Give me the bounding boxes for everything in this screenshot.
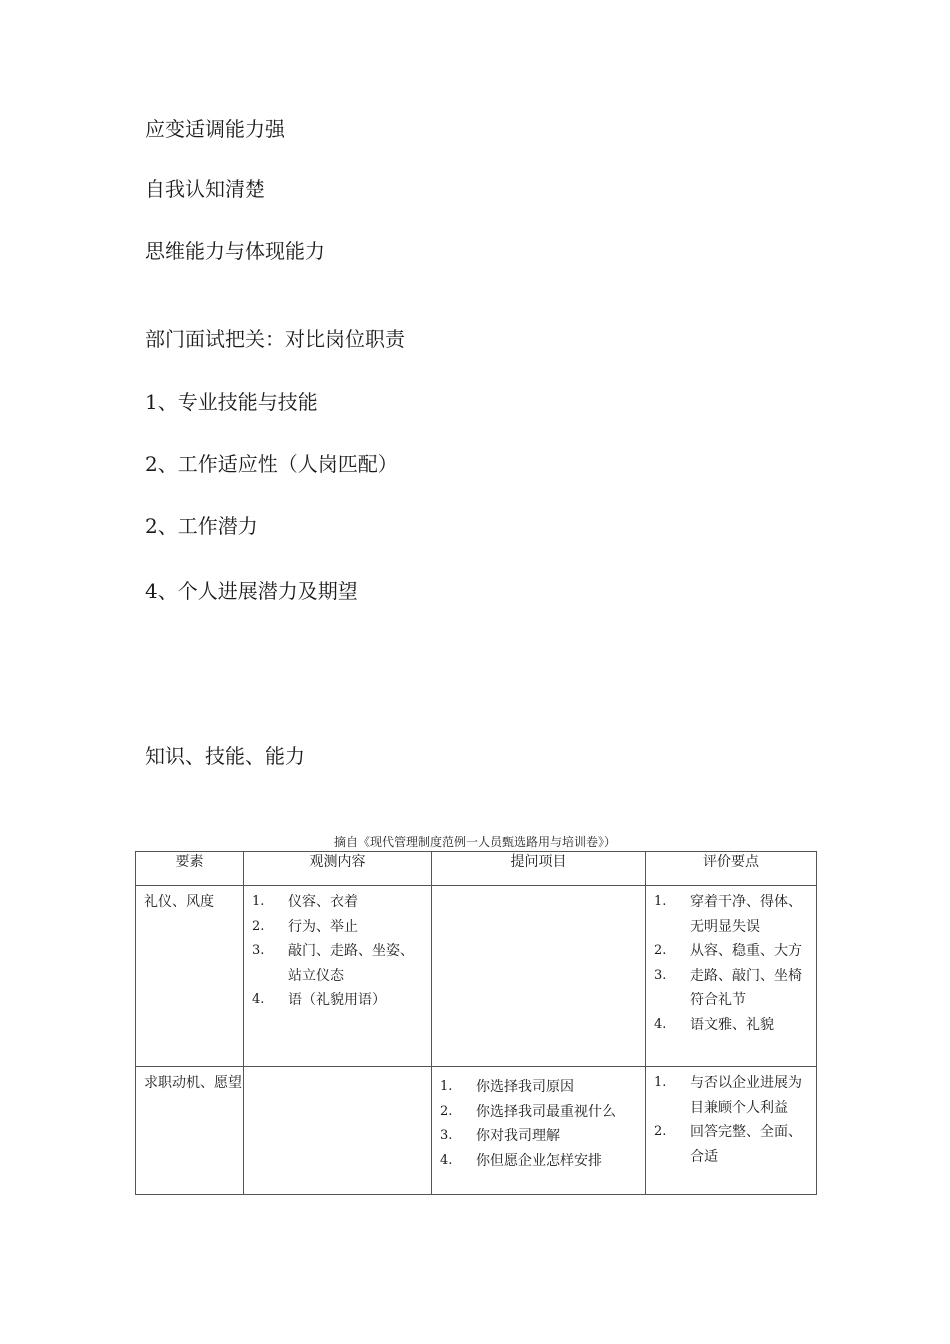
element-cell — [136, 1067, 244, 1195]
list-item — [654, 1120, 812, 1169]
table-row — [136, 1067, 817, 1195]
list-line: 2、工作潜力 — [145, 514, 258, 538]
header-cell: 提问项目 — [432, 852, 646, 886]
observe-cell — [244, 886, 432, 1067]
item-number: 1. — [654, 894, 667, 909]
list-item — [440, 1124, 639, 1149]
list-item — [440, 1075, 639, 1100]
body-line: 应变适调能力强 — [145, 117, 285, 141]
item-number: 2. — [252, 918, 265, 934]
list-item — [252, 915, 425, 940]
item-text: 语文雅、礼貌 — [690, 1016, 774, 1033]
source-note: 摘自《现代管理制度范例一人员甄选路用与培训卷》） — [333, 835, 616, 849]
item-number: 3. — [252, 943, 265, 958]
item-text: 你对我司理解 — [476, 1128, 560, 1144]
header-cell: 评价要点 — [646, 852, 817, 886]
item-text: 你但愿企业怎样安排 — [476, 1152, 602, 1169]
item-number: 2. — [654, 943, 667, 958]
interview-table — [135, 851, 817, 1195]
item-text: 你选择我司原因 — [476, 1079, 574, 1095]
item-number: 3. — [654, 967, 667, 983]
item-number: 4. — [440, 1152, 453, 1168]
list-item — [654, 1071, 812, 1120]
item-text: 回答完整、全面、合适 — [690, 1124, 802, 1165]
item-text: 你选择我司最重视什么 — [476, 1103, 616, 1120]
table-row — [136, 886, 817, 1067]
observe-cell — [244, 1067, 432, 1195]
header-cell: 要素 — [136, 852, 244, 886]
item-text: 穿着干净、得体、无明显失误 — [690, 894, 802, 935]
section-heading: 部门面试把关：对比岗位职责 — [145, 327, 405, 351]
item-number: 4. — [252, 992, 265, 1007]
question-cell — [432, 886, 646, 1067]
list-item — [654, 964, 812, 1013]
list-item — [440, 1149, 639, 1174]
item-number: 1. — [252, 894, 265, 909]
list-item — [654, 890, 812, 939]
item-text: 从容、稳重、大方 — [690, 943, 802, 959]
list-item — [252, 988, 425, 1013]
item-number: 1. — [440, 1079, 453, 1094]
list-item — [440, 1100, 639, 1125]
list-line: 1、专业技能与技能 — [145, 390, 318, 414]
list-item — [654, 1013, 812, 1038]
element-label: 求职动机、愿望 — [144, 1075, 242, 1091]
item-number: 4. — [654, 1016, 667, 1032]
body-line: 自我认知清楚 — [145, 177, 265, 201]
item-text: 语（礼貌用语） — [288, 992, 386, 1008]
item-number: 2. — [654, 1124, 667, 1139]
evaluate-cell — [646, 1067, 817, 1195]
item-text: 走路、敲门、坐椅符合礼节 — [690, 967, 802, 1008]
evaluate-cell — [646, 886, 817, 1067]
list-line: 2、工作适应性（人岗匹配） — [145, 452, 398, 476]
list-item — [252, 939, 425, 988]
item-text: 与否以企业进展为目兼顾个人利益 — [690, 1075, 802, 1116]
item-text: 仪容、衣着 — [288, 894, 358, 910]
section-heading: 知识、技能、能力 — [145, 744, 305, 768]
item-text: 敲门、走路、坐姿、站立仪态 — [288, 943, 414, 984]
item-number: 1. — [654, 1075, 667, 1090]
item-text: 行为、举止 — [288, 918, 358, 935]
question-cell — [432, 1067, 646, 1195]
item-number: 2. — [440, 1103, 453, 1119]
element-cell — [136, 886, 244, 1067]
list-line: 4、个人进展潜力及期望 — [145, 579, 358, 603]
body-line: 思维能力与体现能力 — [145, 239, 325, 263]
list-item — [252, 890, 425, 915]
element-label: 礼仪、风度 — [144, 894, 214, 910]
header-cell: 观测内容 — [244, 852, 432, 886]
table-header-row — [136, 852, 817, 886]
item-number: 3. — [440, 1128, 453, 1143]
list-item — [654, 939, 812, 964]
